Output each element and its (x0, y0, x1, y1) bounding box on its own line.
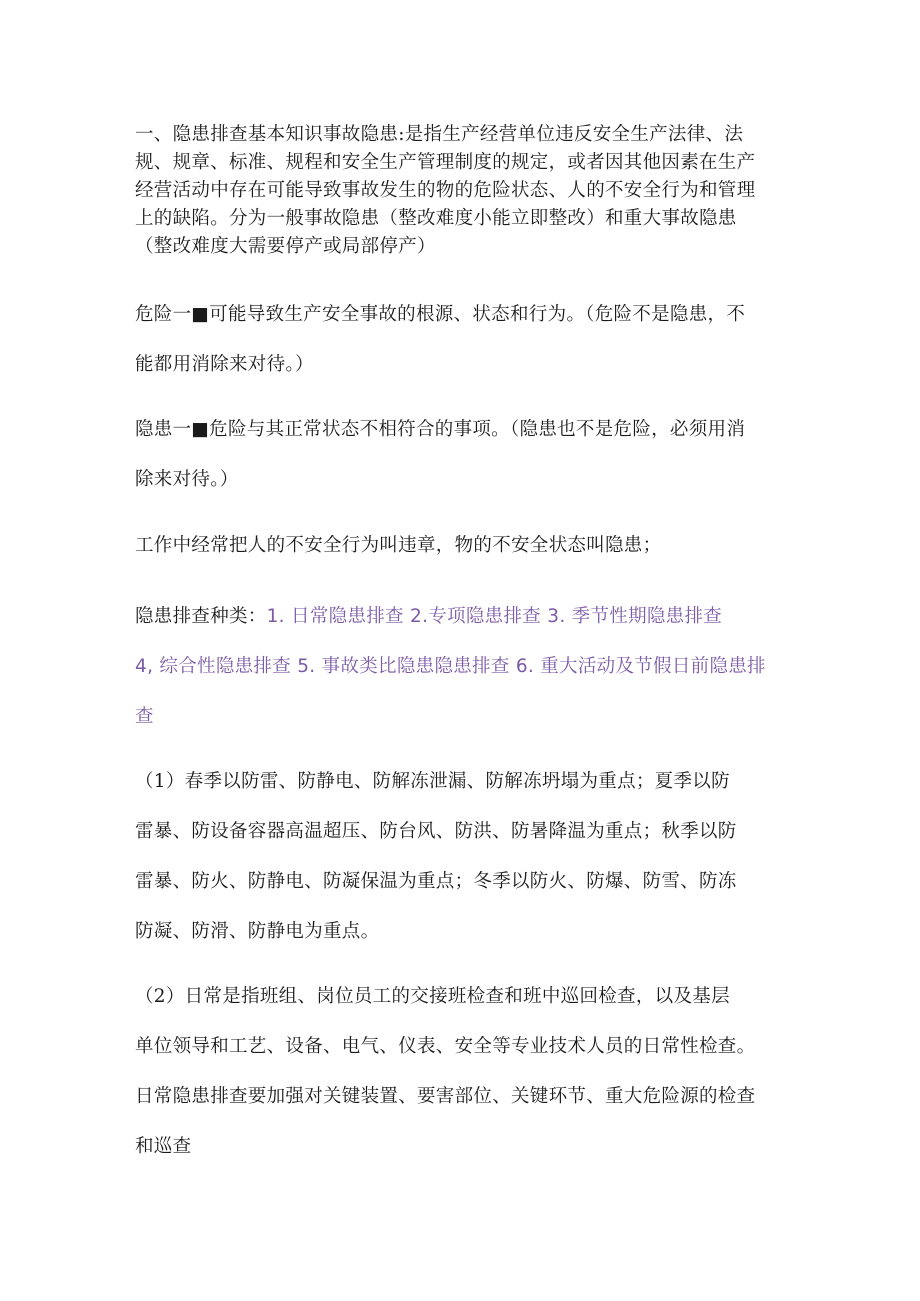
paragraph-daily (135, 972, 815, 1172)
text-line: （1）春季以防雷、防静电、防解冻泄漏、防解冻坍塌为重点；夏季以防 (135, 771, 730, 792)
text-line: 防凝、防滑、防静电为重点。 (135, 921, 380, 942)
paragraph-seasonal (135, 757, 815, 957)
text-line: 单位领导和工艺、设备、电气、仪表、安全等专业技术人员的日常性检查。 (135, 1036, 756, 1057)
text-line: 日常隐患排查要加强对关键装置、要害部位、关键环节、重大危险源的检查 (135, 1086, 756, 1107)
text-line: 隐患一■危险与其正常状态不相符合的事项。（隐患也不是危险，必须用消 (135, 419, 746, 440)
text-line: 除来对待。） (135, 469, 239, 490)
text-line: 经营活动中存在可能导致事故发生的物的危险状态、人的不安全行为和管理 (135, 180, 756, 201)
text-line: 上的缺陷。分为一般事故隐患（整改难度小能立即整改）和重大事故隐患 (135, 208, 737, 229)
text-line: 一、隐患排查基本知识事故隐患:是指生产经营单位违反安全生产法律、法 (135, 124, 744, 145)
text-line: 和巡查 (135, 1136, 192, 1157)
text-line: 规、规章、标准、规程和安全生产管理制度的规定，或者因其他因素在生产 (135, 152, 756, 173)
paragraph-hazard (135, 405, 815, 505)
text-line: 雷暴、防设备容器高温超压、防台风、防洪、防暑降温为重点；秋季以防 (135, 821, 737, 842)
text-line: 能都用消除来对待。） (135, 354, 314, 375)
text-line: 雷暴、防火、防静电、防凝保温为重点；冬季以防火、防爆、防雪、防冻 (135, 871, 737, 892)
text-line: 工作中经常把人的不安全行为叫违章，物的不安全状态叫隐患； (135, 535, 662, 556)
inspection-types-list: 4, 综合性隐患排查 5. 事故类比隐患隐患排查 6. 重大活动及节假日前隐患排 (135, 656, 766, 677)
paragraph-danger (135, 290, 815, 390)
inspection-types-label: 隐患排查种类： (135, 606, 267, 627)
text-line: 危险一■可能导致生产安全事故的根源、状态和行为。（危险不是隐患，不 (135, 304, 746, 325)
text-line: （2）日常是指班组、岗位员工的交接班检查和班中巡回检查，以及基层 (135, 986, 730, 1007)
paragraph-definition (135, 121, 815, 261)
text-line (135, 592, 815, 642)
paragraph-inspection-types (135, 592, 815, 742)
paragraph-violation (135, 521, 815, 571)
inspection-types-list: 查 (135, 706, 154, 727)
inspection-types-list: 1. 日常隐患排查 2.专项隐患排查 3. 季节性期隐患排查 (266, 606, 723, 627)
text-line: （整改难度大需要停产或局部停产） (135, 236, 436, 257)
